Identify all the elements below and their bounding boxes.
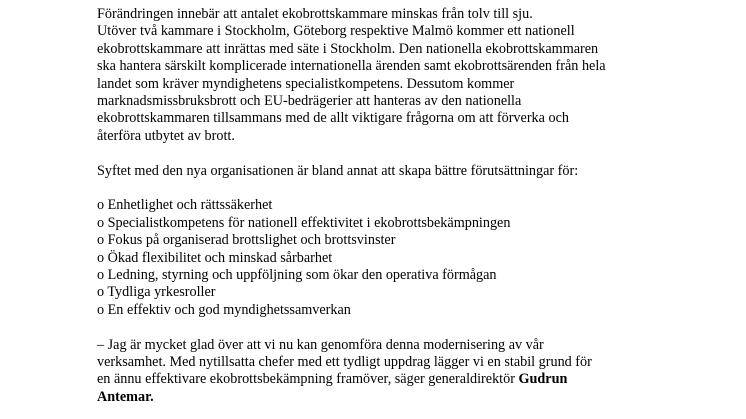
intro-line: marknadsmissbruksbrott och EU-bedrägerier att hanteras av den nationella: [97, 93, 522, 110]
list-item: o Tydliga yrkesroller: [97, 284, 216, 301]
intro-line: Utöver två kammare i Stockholm, Göteborg respektive Malmö kommer ett nationell: [97, 23, 575, 40]
list-item: o Ledning, styrning och uppföljning som ökar den operativa förmågan: [97, 267, 497, 284]
list-item: o Specialistkompetens för nationell effektivitet i ekobrottsbekämpningen: [97, 214, 511, 231]
paragraph-spacer: [97, 180, 697, 197]
quote-text: en ännu effektivare ekobrottsbekämpning framöver, säger generaldirektör: [97, 371, 519, 388]
intro-line: landet som kräver myndighetens specialistkompetens. Dessutom kommer: [97, 75, 515, 92]
paragraph-spacer: [97, 319, 697, 336]
document-body: [97, 6, 697, 406]
quote-paragraph: [97, 337, 697, 407]
list-item: o Fokus på organiserad brottslighet och brottsvinster: [97, 232, 396, 249]
paragraph-spacer: [97, 145, 697, 162]
quote-line: – Jag är mycket glad över att vi nu kan genomföra denna modernisering av vår: [97, 336, 544, 353]
list-item: o Enhetlighet och rättssäkerhet: [97, 197, 273, 214]
goals-list: [97, 197, 697, 319]
speaker-first-name: Gudrun: [518, 371, 568, 388]
intro-line: återföra utbytet av brott.: [97, 127, 235, 144]
quote-line: [97, 371, 697, 388]
intro-line: Förändringen innebär att antalet ekobrottskammare minskas från tolv till sju.: [97, 6, 533, 22]
intro-paragraph: [97, 6, 697, 145]
purpose-heading: Syftet med den nya organisationen är bland annat att skapa bättre förutsättningar för:: [97, 162, 579, 179]
quote-line: verksamhet. Med nytillsatta chefer med ett tydligt uppdrag lägger vi en stabil grund för: [97, 354, 592, 371]
list-item: o Ökad flexibilitet och minskad sårbarhet: [97, 249, 333, 266]
intro-line: ekobrottskammare att inrättas med säte i Stockholm. Den nationella ekobrottskammaren: [97, 40, 599, 57]
speaker-last-name: Antemar.: [97, 388, 154, 405]
list-item: o En effektiv och god myndighetssamverkan: [97, 301, 351, 318]
intro-line: ska hantera särskilt komplicerade internationella ärenden samt ekobrottsärenden från hela: [97, 58, 606, 75]
intro-line: ekobrottskammaren tillsammans med de allt viktigare frågorna om att förverka och: [97, 110, 569, 127]
